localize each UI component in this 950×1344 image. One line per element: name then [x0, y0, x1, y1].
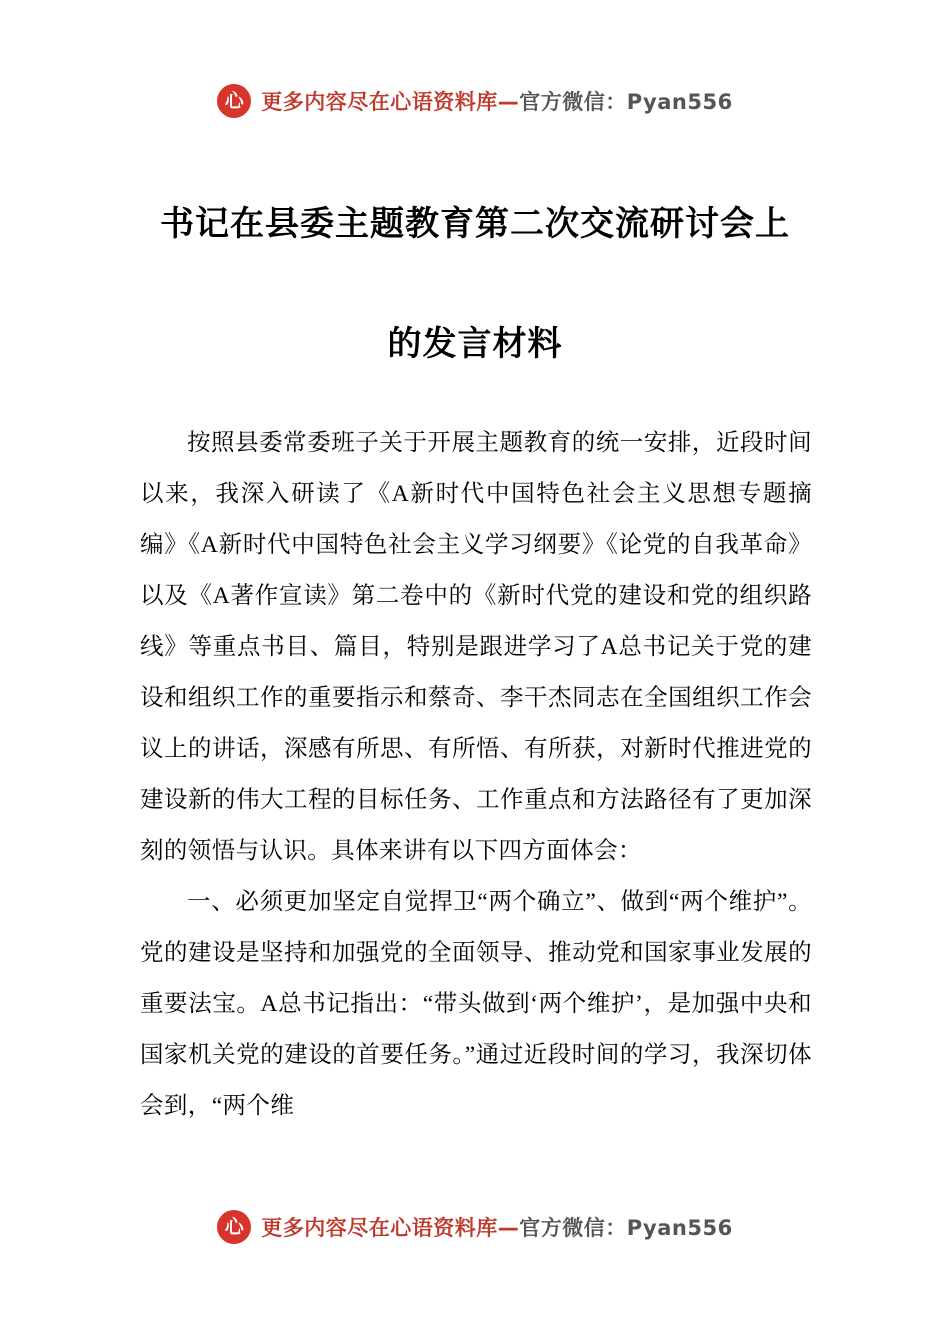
logo-glyph: 心	[224, 1215, 244, 1238]
logo-glyph: 心	[224, 89, 244, 112]
page-title-line2: 的发言材料	[387, 326, 563, 363]
page-title-line1: 书记在县委主题教育第二次交流研讨会上	[160, 206, 790, 243]
watermark-top	[0, 84, 950, 118]
document-body	[140, 418, 812, 1132]
watermark-text	[261, 86, 732, 116]
paragraph-2: 一、必须更加坚定自觉捍卫“两个确立”、做到“两个维护”。党的建设是坚持和加强党的全面领导、推动党和国家事业发展的重要法宝。A总书记指出：“带头做到‘两个维护’，是加强中央和国家机关党的建设的首要任务。”通过近段时间的学习，我深切体会到，“两个维	[140, 889, 812, 1119]
watermark-text-red: 更多内容尽在心语资料库—	[261, 90, 520, 114]
watermark-text-gray: 官方微信：Pyan556	[519, 1216, 733, 1240]
page-title	[130, 165, 820, 405]
watermark-text	[261, 1212, 732, 1242]
watermark-text-red: 更多内容尽在心语资料库—	[261, 1216, 520, 1240]
watermark-text-gray: 官方微信：Pyan556	[519, 90, 733, 114]
paragraph-1: 按照县委常委班子关于开展主题教育的统一安排，近段时间以来，我深入研读了《A新时代中国特色社会主义思想专题摘编》《A新时代中国特色社会主义学习纲要》《论党的自我革命》以及《A著作宣读》第二卷中的《新时代党的建设和党的组织路线》等重点书目、篇目，特别是跟进学习了A总书记关于党的建设和组织工作的重要指示和蔡奇、李干杰同志在全国组织工作会议上的讲话，深感有所思、有所悟、有所获，对新时代推进党的建设新的伟大工程的目标任务、工作重点和方法路径有了更加深刻的领悟与认识。具体来讲有以下四方面体会：	[140, 430, 812, 864]
watermark-bottom	[0, 1210, 950, 1244]
circle-logo-icon	[217, 84, 251, 118]
circle-logo-icon	[217, 1210, 251, 1244]
